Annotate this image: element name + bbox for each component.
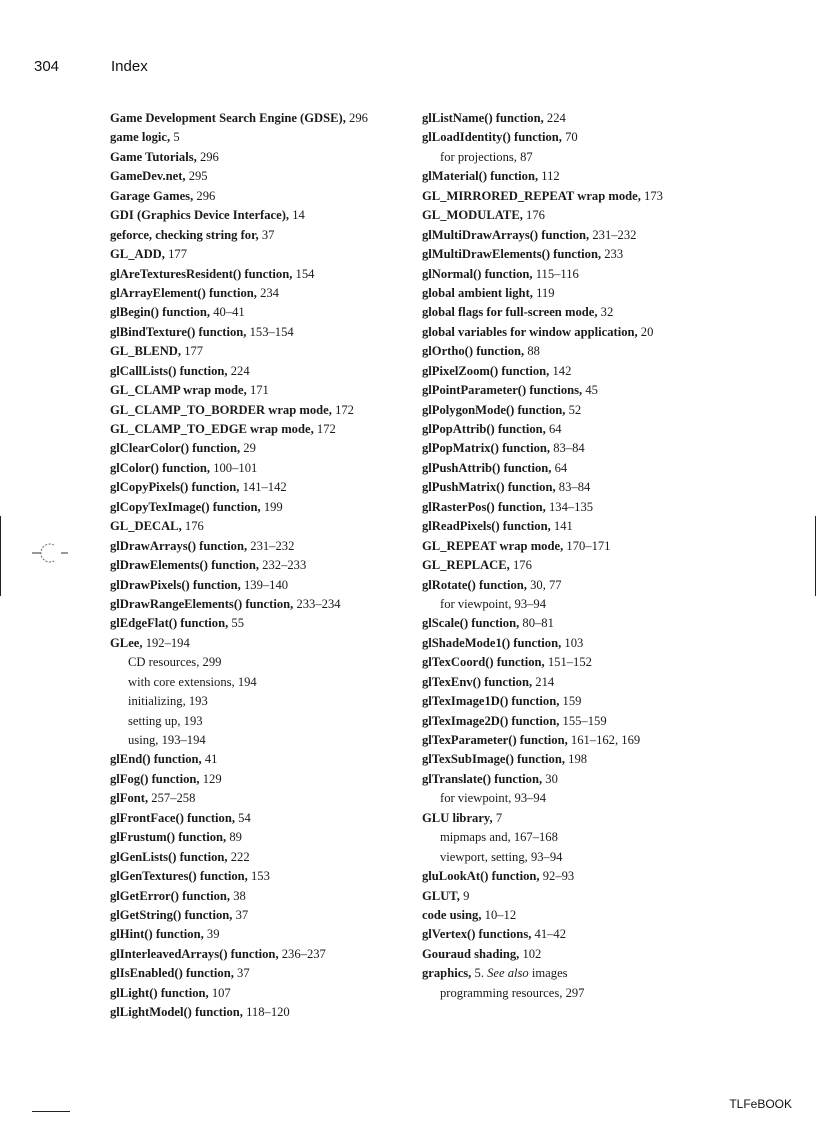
index-entry [422, 109, 722, 128]
entry-term: glOrtho() function, [422, 344, 525, 359]
index-entry [422, 614, 722, 633]
entry-page-ref: 234 [260, 285, 279, 300]
entry-page-ref: 231–232 [250, 538, 295, 553]
index-entry [110, 809, 410, 828]
entry-term: initializing, [128, 694, 186, 709]
entry-page-ref: 296 [196, 188, 216, 203]
entry-page-ref: 214 [535, 674, 555, 689]
entry-term: code using, [422, 907, 482, 922]
entry-page-ref: 236–237 [281, 946, 326, 961]
index-entry [422, 362, 722, 381]
index-entry [422, 439, 722, 458]
entry-page-ref: 193–194 [161, 733, 206, 747]
index-entry [110, 984, 410, 1003]
crop-mark-left [0, 516, 1, 596]
entry-page-ref: 83–84 [558, 480, 591, 495]
entry-term: GL_BLEND, [110, 344, 182, 359]
index-entry [110, 867, 410, 886]
entry-page-ref: 198 [568, 752, 588, 767]
index-entry [110, 226, 410, 245]
index-entry [422, 770, 722, 789]
entry-page-ref: 5. [474, 966, 484, 981]
index-entry [110, 614, 410, 633]
entry-page-ref: 64 [549, 422, 562, 436]
entry-term: glLightModel() function, [110, 1005, 243, 1020]
index-entry [422, 634, 722, 653]
index-subentry [422, 595, 722, 614]
entry-term: glFrustum() function, [110, 830, 227, 845]
index-entry [422, 906, 722, 925]
index-subentry [110, 692, 410, 711]
entry-page-ref: 173 [644, 188, 663, 203]
entry-term: glRasterPos() function, [422, 499, 546, 514]
entry-page-ref: 129 [202, 771, 222, 786]
entry-term: glFrontFace() function, [110, 810, 235, 825]
index-entry [110, 556, 410, 575]
entry-term: glGenTextures() function, [110, 869, 248, 884]
entry-term: glMaterial() function, [422, 169, 539, 184]
entry-term: glInterleavedArrays() function, [110, 946, 279, 961]
index-entry [422, 712, 722, 731]
entry-term: GL_REPLACE, [422, 558, 510, 573]
entry-page-ref: 93–94 [514, 791, 546, 806]
entry-term: glPixelZoom() function, [422, 363, 550, 378]
entry-term: glHint() function, [110, 927, 204, 942]
entry-page-ref: 52 [568, 402, 582, 417]
entry-page-ref: 115–116 [535, 266, 579, 281]
entry-term: GL_REPEAT wrap mode, [422, 538, 564, 553]
index-entry [422, 323, 722, 342]
index-entry [110, 148, 410, 167]
index-entry [422, 245, 722, 264]
entry-term: GameDev.net, [110, 169, 186, 184]
index-entry [110, 498, 410, 517]
index-entry [422, 478, 722, 497]
entry-term: glPointParameter() functions, [422, 383, 583, 398]
index-entry [422, 867, 722, 886]
entry-page-ref: 9 [463, 888, 470, 903]
entry-page-ref: 297 [565, 985, 585, 1000]
entry-term: glCopyTexImage() function, [110, 499, 261, 514]
entry-term: glPopMatrix() function, [422, 441, 551, 456]
entry-page-ref: 10–12 [484, 907, 517, 922]
entry-page-ref: 194 [237, 674, 257, 689]
entry-term: glCallLists() function, [110, 363, 228, 378]
see-also-target: images [531, 966, 568, 981]
entry-page-ref: 119 [536, 285, 555, 300]
entry-page-ref: 177 [168, 247, 187, 262]
entry-page-ref: 296 [199, 149, 219, 164]
entry-term: glEnd() function, [110, 752, 202, 767]
index-column-right [422, 109, 722, 1003]
entry-term: glClearColor() function, [110, 441, 241, 456]
entry-term: glTexSubImage() function, [422, 752, 565, 767]
entry-page-ref: 154 [295, 266, 315, 281]
index-entry [110, 887, 410, 906]
index-entry [110, 323, 410, 342]
entry-term: GL_CLAMP_TO_EDGE wrap mode, [110, 422, 314, 436]
entry-page-ref: 37 [261, 227, 275, 242]
index-entry [110, 459, 410, 478]
entry-term: glNormal() function, [422, 266, 533, 281]
entry-term: Gouraud shading, [422, 946, 520, 961]
entry-page-ref: 134–135 [548, 499, 594, 514]
entry-term: glArrayElement() function, [110, 285, 257, 300]
entry-page-ref: 103 [564, 635, 584, 650]
index-entry [110, 945, 410, 964]
entry-page-ref: 118–120 [246, 1005, 290, 1020]
entry-page-ref: 193 [183, 713, 203, 728]
entry-term: glBindTexture() function, [110, 324, 247, 339]
entry-term: graphics, [422, 966, 472, 981]
index-entry [422, 653, 722, 672]
entry-page-ref: 102 [522, 946, 542, 961]
entry-page-ref: 233–234 [296, 596, 341, 611]
index-entry [110, 517, 410, 536]
index-entry [110, 1003, 410, 1022]
entry-page-ref: 176 [526, 208, 545, 223]
entry-page-ref: 193 [188, 694, 208, 709]
entry-term: glFont, [110, 791, 149, 806]
entry-page-ref: 222 [230, 849, 250, 864]
entry-term: glDrawPixels() function, [110, 577, 241, 592]
index-entry [422, 401, 722, 420]
entry-term: glMultiDrawArrays() function, [422, 227, 590, 242]
entry-term: global variables for window application, [422, 324, 638, 339]
index-entry [422, 517, 722, 536]
index-entry [110, 167, 410, 186]
entry-term: GL_MIRRORED_REPEAT wrap mode, [422, 188, 641, 203]
entry-page-ref: 37 [237, 966, 250, 981]
index-entry [422, 809, 722, 828]
entry-term: for viewpoint, [440, 596, 512, 611]
entry-page-ref: 299 [202, 655, 222, 670]
section-title: Index [111, 58, 148, 75]
entry-page-ref: 142 [552, 363, 572, 378]
entry-term: programming resources, [440, 985, 563, 1000]
entry-page-ref: 7 [495, 810, 503, 825]
registration-mark-icon [30, 539, 70, 567]
entry-term: glTexEnv() function, [422, 674, 533, 689]
entry-term: GLU library, [422, 810, 493, 825]
index-entry [110, 187, 410, 206]
entry-page-ref: 233 [604, 247, 624, 262]
entry-term: glTexImage1D() function, [422, 694, 560, 709]
index-entry [110, 206, 410, 225]
index-entry [422, 556, 722, 575]
entry-page-ref: 176 [184, 519, 204, 534]
entry-page-ref: 159 [562, 694, 582, 709]
index-subentry [422, 984, 722, 1003]
index-entry [422, 964, 722, 983]
index-entry [110, 750, 410, 769]
index-entry [110, 303, 410, 322]
entry-page-ref: 257–258 [151, 791, 196, 806]
entry-term: GL_DECAL, [110, 519, 182, 534]
entry-term: mipmaps and, [440, 830, 511, 845]
index-column-left [110, 109, 410, 1023]
entry-page-ref: 30 [545, 771, 558, 786]
entry-term: Game Tutorials, [110, 149, 197, 164]
index-entry [110, 381, 410, 400]
entry-page-ref: 176 [512, 558, 532, 573]
see-also-label: See also [487, 966, 529, 981]
index-entry [422, 303, 722, 322]
index-entry [422, 420, 722, 439]
entry-term: GL_ADD, [110, 247, 165, 262]
entry-term: glDrawArrays() function, [110, 538, 248, 553]
entry-page-ref: 192–194 [145, 635, 190, 650]
footer-tag: TLFeBOOK [729, 1097, 792, 1111]
index-entry [110, 925, 410, 944]
entry-page-ref: 38 [233, 888, 246, 903]
index-entry [110, 595, 410, 614]
index-entry [422, 342, 722, 361]
entry-term: glIsEnabled() function, [110, 966, 234, 981]
index-subentry [422, 148, 722, 167]
entry-page-ref: 5 [173, 130, 180, 145]
index-entry [422, 925, 722, 944]
entry-page-ref: 153 [251, 869, 270, 884]
entry-term: glLight() function, [110, 985, 209, 1000]
page-number: 304 [34, 58, 60, 75]
entry-page-ref: 177 [184, 344, 204, 359]
index-entry [422, 187, 722, 206]
index-entry [110, 245, 410, 264]
running-head [34, 58, 148, 75]
index-entry [422, 381, 722, 400]
entry-page-ref: 45 [585, 383, 598, 398]
entry-term: glCopyPixels() function, [110, 480, 240, 495]
entry-term: setting up, [128, 713, 181, 728]
index-entry [110, 576, 410, 595]
index-entry [422, 167, 722, 186]
index-entry [422, 576, 722, 595]
entry-page-ref: 199 [263, 499, 283, 514]
entry-page-ref: 80–81 [522, 616, 554, 631]
index-entry [422, 945, 722, 964]
entry-term: glAreTexturesResident() function, [110, 266, 293, 281]
entry-term: glVertex() functions, [422, 927, 532, 942]
index-subentry [110, 731, 410, 750]
entry-page-ref: 30, 77 [530, 577, 562, 592]
index-entry [422, 673, 722, 692]
entry-page-ref: 224 [546, 111, 566, 125]
entry-page-ref: 89 [229, 830, 242, 845]
entry-term: glPopAttrib() function, [422, 422, 546, 436]
entry-page-ref: 29 [243, 441, 256, 456]
entry-term: game logic, [110, 130, 171, 145]
index-entry [422, 128, 722, 147]
entry-page-ref: 88 [527, 344, 540, 359]
entry-term: glPushAttrib() function, [422, 460, 552, 475]
entry-page-ref: 295 [188, 169, 208, 184]
entry-term: GL_MODULATE, [422, 208, 523, 223]
entry-term: glTexImage2D() function, [422, 713, 560, 728]
entry-page-ref: 224 [230, 363, 250, 378]
entry-term: geforce, checking string for, [110, 227, 259, 242]
entry-term: glRotate() function, [422, 577, 527, 592]
index-entry [110, 342, 410, 361]
index-entry [110, 537, 410, 556]
entry-term: glListName() function, [422, 111, 544, 125]
entry-page-ref: 100–101 [213, 460, 258, 475]
index-entry [422, 265, 722, 284]
entry-term: glDrawElements() function, [110, 558, 260, 573]
entry-term: GLee, [110, 635, 143, 650]
entry-term: glDrawRangeElements() function, [110, 596, 294, 611]
index-entry [110, 284, 410, 303]
entry-term: GL_CLAMP_TO_BORDER wrap mode, [110, 402, 332, 417]
entry-page-ref: 93–94 [530, 849, 563, 864]
entry-term: for viewpoint, [440, 791, 512, 806]
index-entry [422, 498, 722, 517]
index-entry [110, 265, 410, 284]
entry-page-ref: 92–93 [542, 869, 575, 884]
entry-term: CD resources, [128, 655, 200, 670]
entry-page-ref: 231–232 [592, 227, 637, 242]
entry-term: glPolygonMode() function, [422, 402, 566, 417]
entry-term: global flags for full-screen mode, [422, 305, 598, 320]
entry-term: glGenLists() function, [110, 849, 228, 864]
entry-term: viewport, setting, [440, 849, 528, 864]
entry-page-ref: 41–42 [534, 927, 567, 942]
index-entry [110, 420, 410, 439]
index-subentry [422, 828, 722, 847]
index-subentry [422, 789, 722, 808]
entry-term: global ambient light, [422, 285, 533, 300]
index-entry [422, 692, 722, 711]
entry-page-ref: 172 [335, 402, 354, 417]
index-subentry [110, 712, 410, 731]
entry-page-ref: 153–154 [249, 324, 294, 339]
entry-page-ref: 161–162, 169 [570, 733, 641, 747]
footer-rule [32, 1111, 70, 1112]
entry-term: GLUT, [422, 888, 460, 903]
index-entry [110, 848, 410, 867]
entry-page-ref: 172 [316, 422, 336, 436]
entry-page-ref: 70 [565, 130, 578, 145]
index-entry [110, 906, 410, 925]
index-entry [422, 226, 722, 245]
entry-page-ref: 112 [541, 169, 560, 184]
index-subentry [110, 653, 410, 672]
entry-page-ref: 151–152 [547, 655, 592, 670]
entry-page-ref: 14 [292, 208, 305, 223]
entry-page-ref: 54 [238, 810, 251, 825]
index-entry [110, 634, 410, 653]
entry-term: glFog() function, [110, 771, 200, 786]
entry-term: GL_CLAMP wrap mode, [110, 383, 247, 398]
entry-term: glShadeMode1() function, [422, 635, 562, 650]
index-entry [110, 439, 410, 458]
entry-page-ref: 155–159 [562, 713, 607, 728]
entry-page-ref: 141–142 [242, 480, 287, 495]
entry-page-ref: 107 [211, 985, 231, 1000]
entry-page-ref: 87 [520, 149, 533, 164]
entry-page-ref: 83–84 [553, 441, 585, 456]
index-entry [422, 750, 722, 769]
entry-term: Game Development Search Engine (GDSE), [110, 111, 346, 125]
index-entry [110, 770, 410, 789]
index-entry [110, 478, 410, 497]
index-entry [110, 964, 410, 983]
entry-page-ref: 20 [640, 324, 654, 339]
entry-term: glGetString() function, [110, 907, 233, 922]
entry-term: Garage Games, [110, 188, 194, 203]
entry-page-ref: 171 [249, 383, 269, 398]
index-entry [110, 362, 410, 381]
entry-term: glTexParameter() function, [422, 733, 568, 747]
entry-term: for projections, [440, 149, 517, 164]
entry-term: gluLookAt() function, [422, 869, 540, 884]
entry-term: glEdgeFlat() function, [110, 616, 229, 631]
index-entry [110, 789, 410, 808]
index-entry [422, 731, 722, 750]
entry-term: glColor() function, [110, 460, 211, 475]
index-entry [422, 459, 722, 478]
index-entry [110, 109, 410, 128]
index-subentry [110, 673, 410, 692]
entry-term: glMultiDrawElements() function, [422, 247, 602, 262]
index-entry [422, 284, 722, 303]
entry-page-ref: 40–41 [213, 305, 245, 320]
entry-page-ref: 170–171 [566, 538, 611, 553]
entry-page-ref: 141 [553, 519, 573, 534]
index-entry [110, 828, 410, 847]
entry-page-ref: 37 [235, 907, 249, 922]
entry-page-ref: 32 [600, 305, 614, 320]
index-entry [422, 537, 722, 556]
index-entry [110, 128, 410, 147]
entry-page-ref: 39 [206, 927, 220, 942]
entry-term: glBegin() function, [110, 305, 211, 320]
entry-term: with core extensions, [128, 674, 235, 689]
entry-term: glTexCoord() function, [422, 655, 545, 670]
entry-page-ref: 167–168 [513, 830, 558, 845]
entry-page-ref: 139–140 [243, 577, 289, 592]
index-entry [422, 887, 722, 906]
index-entry [422, 206, 722, 225]
entry-term: glPushMatrix() function, [422, 480, 556, 495]
entry-page-ref: 41 [204, 752, 218, 767]
index-entry [110, 401, 410, 420]
entry-term: glScale() function, [422, 616, 520, 631]
entry-page-ref: 232–233 [262, 558, 307, 573]
entry-page-ref: 93–94 [514, 596, 546, 611]
entry-term: using, [128, 733, 159, 747]
entry-term: GDI (Graphics Device Interface), [110, 208, 290, 223]
entry-term: glLoadIdentity() function, [422, 130, 562, 145]
entry-term: glGetError() function, [110, 888, 231, 903]
entry-page-ref: 55 [231, 616, 244, 631]
entry-term: glReadPixels() function, [422, 519, 551, 534]
entry-page-ref: 296 [349, 111, 368, 125]
index-subentry [422, 848, 722, 867]
entry-page-ref: 64 [554, 460, 568, 475]
entry-term: glTranslate() function, [422, 771, 543, 786]
